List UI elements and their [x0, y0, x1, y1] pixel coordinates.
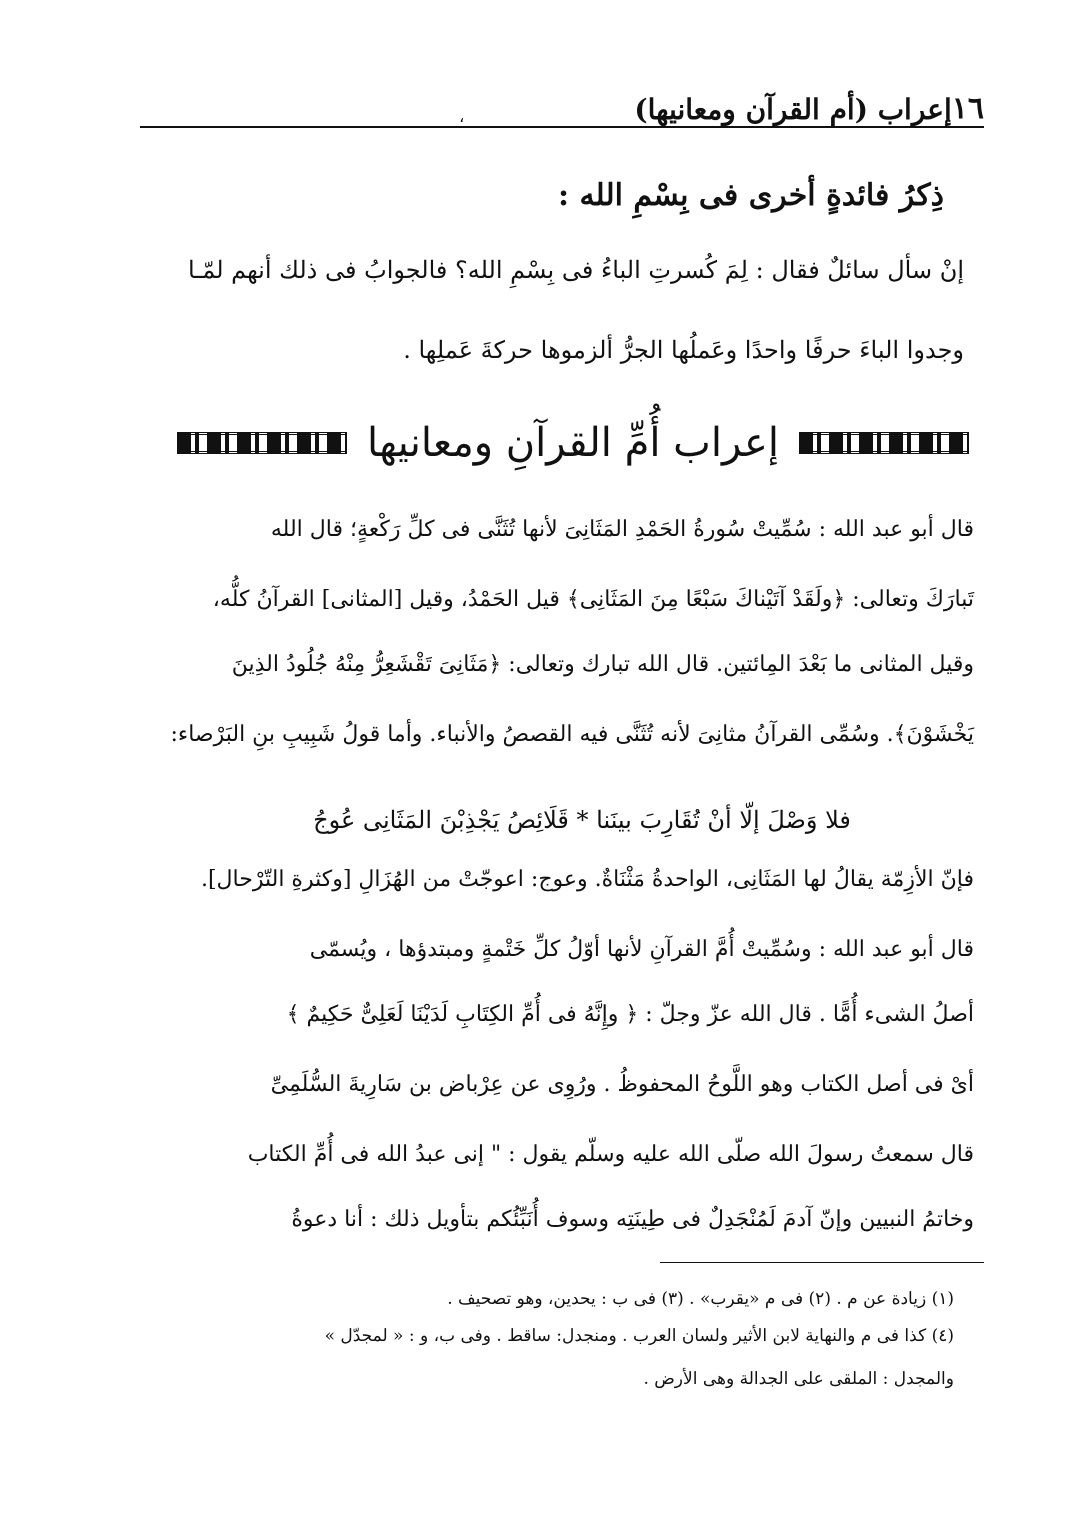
running-header: [210, 78, 984, 126]
section-line: إنْ سأل سائلٌ فقال : لِمَ كُسرتِ الباءُ فى بِسْمِ الله؟ فالجوابُ فى ذلك أنهم لمّـا: [187, 256, 964, 284]
ornament-left: [177, 432, 347, 454]
chapter-title-banner: [215, 408, 969, 478]
page-number: ١٦: [951, 91, 984, 126]
footnote: والمجدل : الملقى على الجدالة وهى الأرض .: [643, 1369, 954, 1389]
poetry-verse: فلا وَصْلَ إلّا أنْ تُقَارِبَ بينَنا * قَلَائِصُ يَجْذِبْنَ المَثَانِى عُوجُ: [313, 806, 851, 834]
body-line: وخاتمُ النبيين وإنّ آدمَ لَمُنْجَدِلٌ فى طِينَتِه وسوف أُنَبِّئُكم بتأويل ذلك : أنا دعوةُ: [291, 1207, 974, 1232]
body-line: فإنّ الأزِمّة يقالُ لها المَثَانِى، الواحدةُ مَثْنَاةٌ. وعوج: اعوجّتْ من الهُزَالِ [وكثرةِ التّرْحال].: [200, 867, 974, 892]
body-line: قال سمعتُ رسولَ الله صلّى الله عليه وسلّم يقول : " إنى عبدُ الله فى أُمِّ الكتاب: [247, 1142, 974, 1167]
running-title: إعراب (أم القرآن ومعانيها): [634, 93, 952, 126]
ornament-right: [799, 432, 969, 454]
body-line: يَخْشَوْنَ﴾. وسُمِّى القرآنُ مثانِىَ لأنه تُثَنَّى فيه القصصُ والأنباء. وأما قولُ شَبِيبِ بنِ البَرْصاء:: [170, 722, 974, 747]
chapter-title: إعراب أُمِّ القرآنِ ومعانيها: [367, 420, 779, 466]
footnote-rule: [660, 1262, 984, 1263]
header-separator: ،: [459, 107, 465, 126]
body-line: أىْ فى أصل الكتاب وهو اللَّوحُ المحفوظُ . ورُوِى عن عِرْباض بن سَارِيةَ السُّلَمِىِّ: [270, 1072, 974, 1097]
body-line: قال أبو عبد الله : وسُمِّيتْ أُمَّ القرآنِ لأنها أوّلُ كلِّ خَتْمةٍ ومبتدؤها ، ويُسمّى: [309, 937, 974, 962]
body-line: أصلُ الشىء أُمًّا . قال الله عزّ وجلّ : ﴿ وإِنَّهُ فى أُمِّ الكِتَابِ لَدَيْنَا لَعَلِىٌّ حَكِيمٌ ﴾: [286, 1002, 974, 1027]
header-rule: [140, 126, 984, 128]
footnote: (٤) كذا فى م والنهاية لابن الأثير ولسان العرب . ومنجدل: ساقط . وفى ب، و : « لمجدّل »: [324, 1326, 954, 1346]
section-line: وجدوا الباءَ حرفًا واحدًا وعَملُها الجرُّ ألزموها حركةَ عَملِها .: [403, 336, 964, 364]
footnote: (١) زيادة عن م . (٢) فى م «يقرب» . (٣) فى ب : يحدين، وهو تصحيف .: [447, 1289, 954, 1309]
body-line: تَبارَكَ وتعالى: ﴿ولَقَدْ آتَيْناكَ سَبْعًا مِنَ المَثَانِى﴾ قيل الحَمْدُ، وقيل [المثانى] القرآنُ كلُّه،: [212, 587, 974, 612]
body-line: وقيل المثانى ما بَعْدَ المِائتين. قال الله تبارك وتعالى: ﴿مَثَانِىَ تَقْشَعِرُّ مِنْهُ جُلُودُ الذِينَ: [231, 652, 974, 677]
body-line: قال أبو عبد الله : سُمِّيتْ سُورةُ الحَمْدِ المَثَانِىَ لأنها تُثَنَّى فى كلِّ رَكْعةٍ؛ قال الله: [270, 517, 974, 542]
section-heading: ذِكرُ فائدةٍ أخرى فى بِسْمِ الله :: [557, 178, 944, 213]
